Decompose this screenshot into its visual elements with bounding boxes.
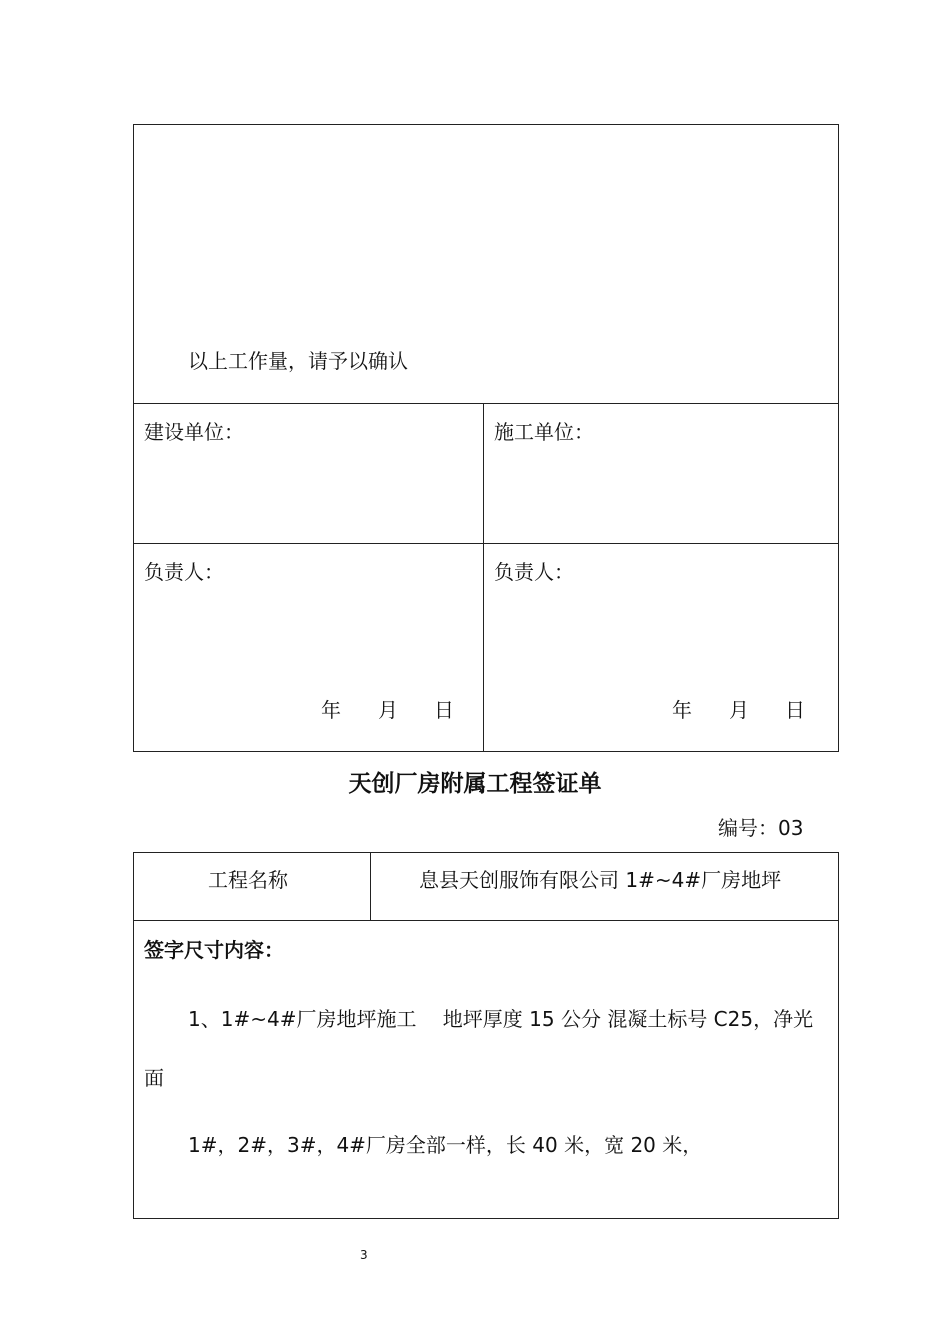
lower-form-column-divider: [370, 852, 371, 921]
content-line-2: 1#，2#，3#，4#厂房全部一样，长 40 米，宽 20 米，: [188, 1133, 703, 1157]
document-title: 天创厂房附属工程签证单: [348, 771, 602, 797]
content-heading: 签字尺寸内容：: [144, 938, 284, 962]
left-date-day: 日: [434, 698, 454, 722]
page-number: 3: [360, 1248, 368, 1262]
confirm-text: 以上工作量，请予以确认: [188, 349, 408, 373]
left-person-label: 负责人：: [144, 560, 224, 584]
content-line-1: 1、1#~4#厂房地坪施工 地坪厚度 15 公分 混凝土标号 C25，净光: [188, 1007, 814, 1031]
upper-form-column-divider: [483, 403, 484, 752]
upper-form-divider-2: [133, 543, 839, 544]
builder-label: 建设单位：: [144, 420, 244, 444]
lower-form-table: [133, 852, 839, 1219]
right-person-label: 负责人：: [494, 560, 574, 584]
content-line-1-continued: 面: [144, 1066, 164, 1090]
lower-form-divider: [133, 920, 839, 921]
left-date-month: 月: [378, 698, 398, 722]
serial-number: 编号：03: [718, 816, 804, 840]
right-date-month: 月: [729, 698, 749, 722]
project-name-label: 工程名称: [208, 868, 288, 892]
project-name-value: 息县天创服饰有限公司 1#~4#厂房地坪: [419, 868, 782, 892]
left-date-year: 年: [321, 698, 341, 722]
right-date-year: 年: [672, 698, 692, 722]
right-date-day: 日: [785, 698, 805, 722]
contractor-label: 施工单位：: [494, 420, 594, 444]
upper-form-divider-1: [133, 403, 839, 404]
